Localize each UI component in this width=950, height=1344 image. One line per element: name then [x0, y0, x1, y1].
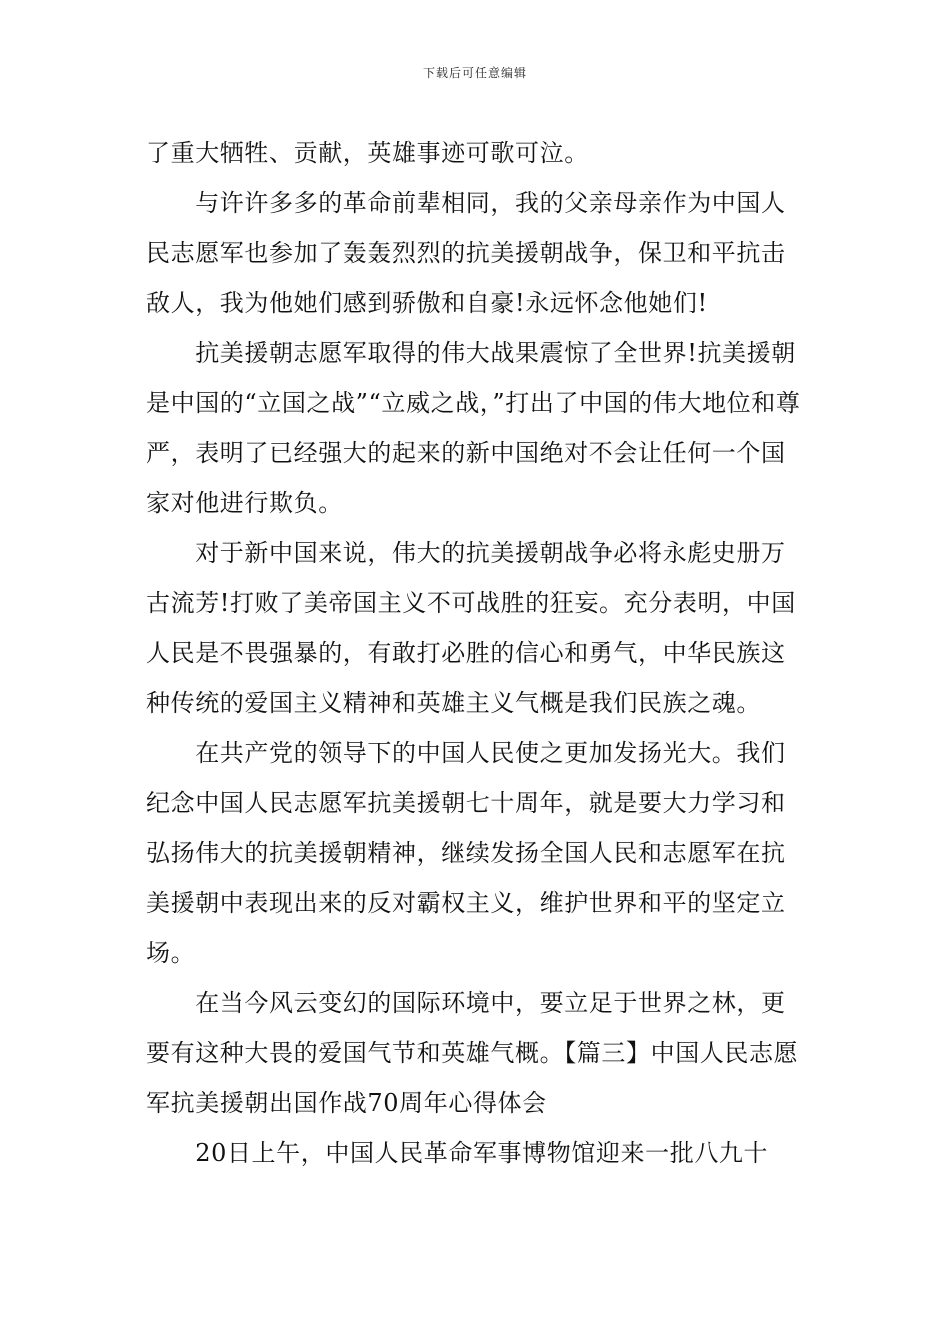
paragraph: 对于新中国来说，伟大的抗美援朝战争必将永彪史册万古流芳!打败了美帝国主义不可战胜的狂妄。充分表明，中国人民是不畏强暴的，有敢打必胜的信心和勇气，中华民族这种传统的爱国主义精神和英雄主义气概是我们民族之魂。: [146, 539, 796, 717]
paragraph: 了重大牺牲、贡献，英雄事迹可歌可泣。: [146, 139, 589, 167]
paragraph: 20日上午，中国人民革命军事博物馆迎来一批八九十: [146, 1139, 769, 1167]
paragraph: 与许许多多的革命前辈相同，我的父亲母亲作为中国人民志愿军也参加了轰轰烈烈的抗美援朝战争，保卫和平抗击敌人，我为他她们感到骄傲和自豪!永远怀念他她们!: [146, 189, 786, 317]
document-body: [146, 128, 808, 1178]
paragraph: 在当今风云变幻的国际环境中，要立足于世界之林，更要有这种大畏的爱国气节和英雄气概。【篇三】中国人民志愿军抗美援朝出国作战70周年心得体会: [146, 989, 799, 1117]
page-header: 下载后可任意编辑: [422, 66, 527, 80]
paragraph: 抗美援朝志愿军取得的伟大战果震惊了全世界!抗美援朝是中国的“立国之战”“立威之战，”打出了中国的伟大地位和尊严，表明了已经强大的起来的新中国绝对不会让任何一个国家对他进行欺负。: [146, 339, 801, 517]
paragraph: 在共产党的领导下的中国人民使之更加发扬光大。我们纪念中国人民志愿军抗美援朝七十周年，就是要大力学习和弘扬伟大的抗美援朝精神，继续发扬全国人民和志愿军在抗美援朝中表现出来的反对霸权主义，维护世界和平的坚定立场。: [146, 739, 786, 967]
